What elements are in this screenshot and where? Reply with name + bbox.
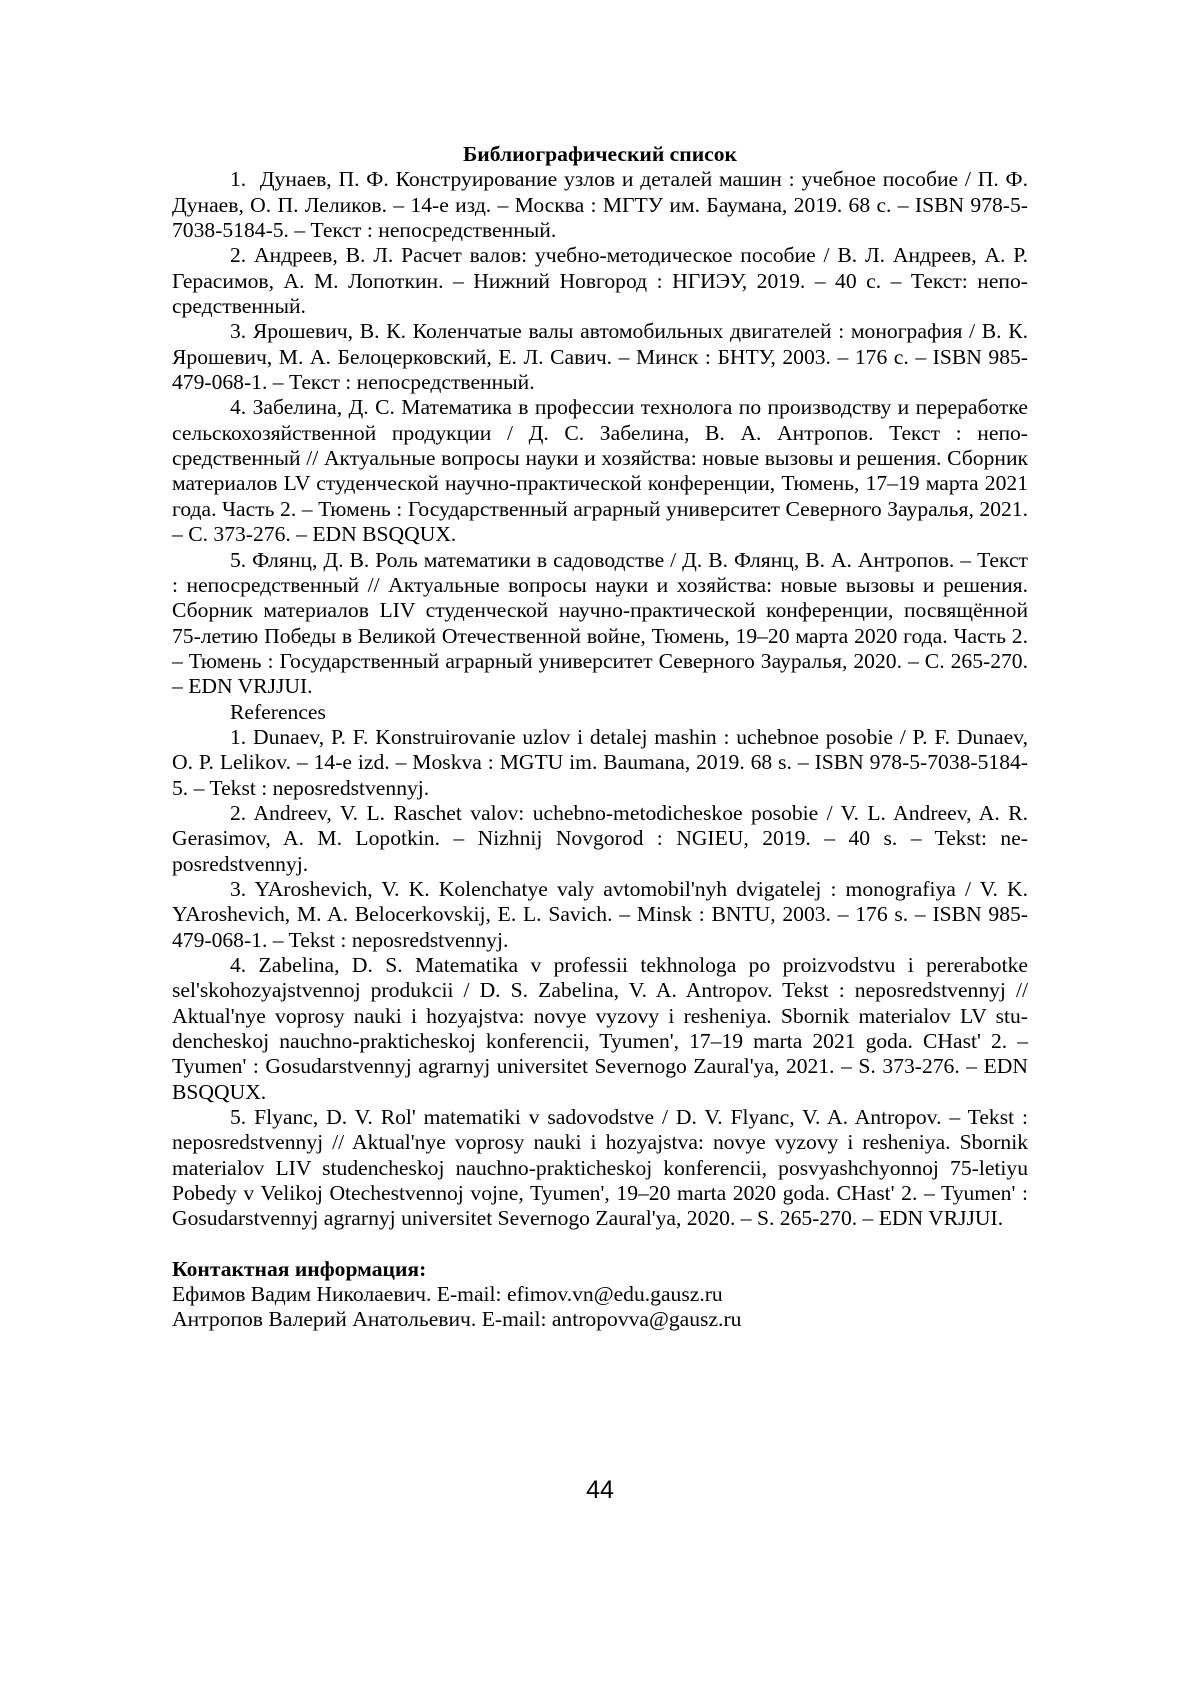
- reference-entry-5: 5. Flyanc, D. V. Rol' matematiki v sadovodstve / D. V. Flyanc, V. A. Antropov. – Tekst : neposredstvennyj // Aktual'nye voprosy nauki i hozyajstva: novye vyzovy i resheniya. Sbornik materialov LIV studencheskoj nauchno-prakticheskoj konferencii, posvyashchyonnoj 75-letiyu Pobedy v Velikoj Otechestvennoj vojne, Tyumen', 19–20 marta 2020 goda. CHast' 2. – Tyumen' : Gosudarstvennyj agrarnyj universitet Severnogo Zaural'ya, 2020. – S. 265-270. – EDN VRJJUI.: [172, 1105, 1028, 1231]
- contact-line-antropov: Антропов Валерий Анатольевич. E-mail: antropovva@gausz.ru: [172, 1307, 742, 1332]
- bibliography-entry-3: 3. Ярошевич, В. К. Коленчатые валы автомобильных двигателей : монография / В. К. Ярошевич, М. А. Белоцерковский, Е. Л. Савич. – Минск : БНТУ, 2003. – 176 с. – ISBN 985-479-068-1. – Текст : непосредственный.: [172, 319, 1028, 395]
- reference-entry-4: 4. Zabelina, D. S. Matematika v professii tekhnologa po proizvodstvu i pererabotke sel'skohozyajstvennoj produkcii / D. S. Zabelina, V. A. Antropov. Tekst : neposredstvennyj // Aktual'nye voprosy nauki i hozyajstva: novye vyzovy i resheniya. Sbornik materialov LV studencheskoj nauchno-prakticheskoj konferencii, Tyumen', 17–19 marta 2021 goda. CHast' 2. – Tyumen' : Gosudarstvennyj agrarnyj universitet Severnogo Zaural'ya, 2021. – S. 373-276. – EDN BSQQUX.: [172, 953, 1028, 1104]
- bibliography-entry-4: 4. Забелина, Д. С. Математика в профессии технолога по производству и переработке сельскохозяйственной продукции / Д. С. Забелина, В. А. Антропов. Текст : непосредственный // Актуальные вопросы науки и хозяйства: новые вызовы и решения. Сборник материалов LV студенческой научно-практической конференции, Тюмень, 17–19 марта 2021 года. Часть 2. – Тюмень : Государственный аграрный университет Северного Зауралья, 2021. – С. 373-276. – EDN BSQQUX.: [172, 395, 1028, 547]
- references-heading: References: [230, 699, 326, 724]
- reference-entry-1: 1. Dunaev, P. F. Konstruirovanie uzlov i detalej mashin : uchebnoe posobie / P. F. Dunaev, O. P. Lelikov. – 14-e izd. – Moskva : MGTU im. Baumana, 2019. 68 s. – ISBN 978-5-7038-5184-5. – Tekst : neposredstvennyj.: [172, 724, 1028, 800]
- bibliography-entry-1: 1. Дунаев, П. Ф. Конструирование узлов и деталей машин : учебное пособие / П. Ф. Дунаев, О. П. Леликов. – 14-е изд. – Москва : МГТУ им. Баумана, 2019. 68 с. – ISBN 978-5-7038-5184-5. – Текст : непосредственный.: [172, 167, 1028, 243]
- contact-line-efimov: Ефимов Вадим Николаевич. E-mail: efimov.vn@edu.gausz.ru: [172, 1282, 723, 1307]
- bibliography-entry-2: 2. Андреев, В. Л. Расчет валов: учебно-методическое пособие / В. Л. Андреев, А. Р. Герасимов, А. М. Лопоткин. – Нижний Новгород : НГИЭУ, 2019. – 40 с. – Текст: непосредственный.: [172, 243, 1028, 319]
- contact-section: [172, 1257, 1028, 1333]
- page-number: 44: [586, 1476, 614, 1504]
- bibliography-title: Библиографический список: [463, 142, 737, 166]
- reference-entry-2: 2. Andreev, V. L. Raschet valov: uchebno-metodicheskoe posobie / V. L. Andreev, A. R. Gerasimov, A. M. Lopotkin. – Nizhnij Novgorod : NGIEU, 2019. – 40 s. – Tekst: neposredstvennyj.: [172, 800, 1028, 876]
- bibliography-entry-5: 5. Флянц, Д. В. Роль математики в садоводстве / Д. В. Флянц, В. А. Антропов. – Текст : непосредственный // Актуальные вопросы науки и хозяйства: новые вызовы и решения. Сборник материалов LIV студенческой научно-практической конференции, посвящённой 75-летию Победы в Великой Отечественной войне, Тюмень, 19–20 марта 2020 года. Часть 2. – Тюмень : Государственный аграрный университет Северного Зауралья, 2020. – С. 265-270. – EDN VRJJUI.: [172, 547, 1028, 699]
- contact-heading: Контактная информация:: [172, 1256, 427, 1281]
- reference-entry-3: 3. YAroshevich, V. K. Kolenchatye valy avtomobil'nyh dvigatelej : monografiya / V. K. YAroshevich, M. A. Belocerkovskij, E. L. Savich. – Minsk : BNTU, 2003. – 176 s. – ISBN 985-479-068-1. – Tekst : neposredstvennyj.: [172, 876, 1028, 952]
- page-content: [172, 142, 1028, 1333]
